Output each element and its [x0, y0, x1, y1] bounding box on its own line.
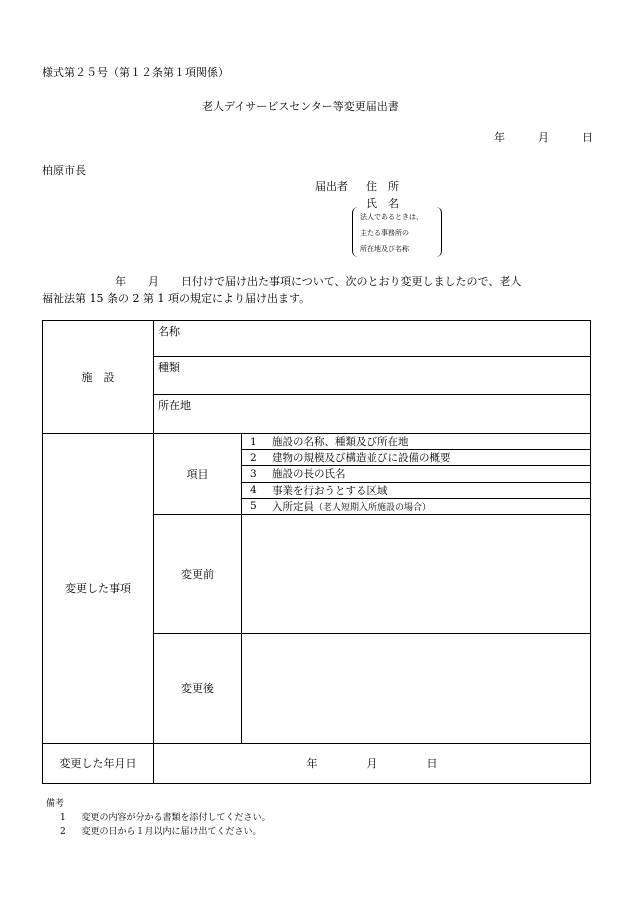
item-text: 施設の長の氏名 — [272, 468, 346, 481]
date-year: 年 — [494, 131, 505, 144]
after-field[interactable] — [242, 633, 591, 743]
item-num: 2 — [250, 451, 257, 464]
document-title: 老人デイサービスセンター等変更届出書 — [202, 100, 399, 113]
remarks-title: 備考 — [46, 799, 65, 809]
after-label: 変更後 — [154, 633, 242, 743]
remark-text: 変更の日から１月以内に届け出てください。 — [81, 827, 262, 837]
facility-location-label: 所在地 — [158, 399, 191, 412]
item-option-2[interactable] — [242, 450, 590, 466]
intro-line1: 年 月 日付けで届け出た事項について、次のとおり変更しましたので、老人 — [115, 275, 522, 288]
changes-header: 変更した事項 — [43, 434, 154, 744]
name-label: 氏 名 — [366, 197, 399, 210]
change-date-month: 月 — [366, 757, 378, 771]
item-num: 5 — [250, 500, 257, 513]
item-note: （老人短期入所施設の場合） — [314, 502, 432, 513]
corporate-note-line3: 所在地及び名称 — [360, 245, 409, 253]
change-date-field[interactable] — [154, 743, 591, 783]
header-date — [494, 129, 593, 145]
applicant-label: 届出者 — [315, 180, 348, 193]
facility-location-field[interactable] — [154, 395, 591, 434]
item-options — [242, 434, 591, 515]
change-date-day: 日 — [426, 757, 438, 771]
item-text: 入所定員 — [272, 500, 314, 513]
intro-line2: 福祉法第 15 条の 2 第 1 項の規定により届け出ます。 — [42, 292, 311, 305]
remark-1 — [60, 810, 271, 823]
change-date-year: 年 — [306, 757, 318, 771]
item-option-4[interactable] — [242, 483, 590, 499]
change-date-label: 変更した年月日 — [43, 743, 154, 783]
item-num: 3 — [250, 467, 257, 480]
item-text: 建物の規模及び構造並びに設備の概要 — [272, 452, 451, 465]
item-num: 1 — [250, 435, 257, 448]
remark-num: 2 — [60, 827, 66, 837]
corporate-note-line2: 主たる事務所の — [360, 229, 409, 237]
item-text: 施設の名称、種類及び所在地 — [272, 436, 409, 449]
remark-num: 1 — [60, 813, 66, 823]
remark-2 — [60, 824, 262, 837]
facility-type-field[interactable] — [154, 357, 591, 395]
item-label: 項目 — [154, 434, 242, 515]
date-month: 月 — [538, 131, 549, 144]
facility-header: 施 設 — [43, 321, 154, 434]
facility-type-label: 種類 — [158, 361, 180, 374]
remark-text: 変更の内容が分かる書類を添付してください。 — [81, 813, 271, 823]
item-num: 4 — [250, 484, 257, 497]
before-field[interactable] — [242, 514, 591, 633]
address-label: 住 所 — [366, 180, 399, 193]
notification-table — [42, 320, 591, 784]
before-label: 変更前 — [154, 514, 242, 633]
facility-name-field[interactable] — [154, 321, 591, 357]
item-option-1[interactable] — [242, 434, 590, 450]
item-option-5[interactable] — [242, 499, 590, 514]
item-text: 事業を行おうとする区域 — [272, 484, 388, 497]
facility-name-label: 名称 — [158, 325, 180, 338]
addressee: 柏原市長 — [42, 164, 86, 177]
form-number: 様式第２５号（第１２条第１項関係） — [42, 66, 229, 79]
item-option-3[interactable] — [242, 466, 590, 482]
corporate-note-line1: 法人であるときは、 — [360, 213, 423, 221]
date-day: 日 — [582, 131, 593, 144]
